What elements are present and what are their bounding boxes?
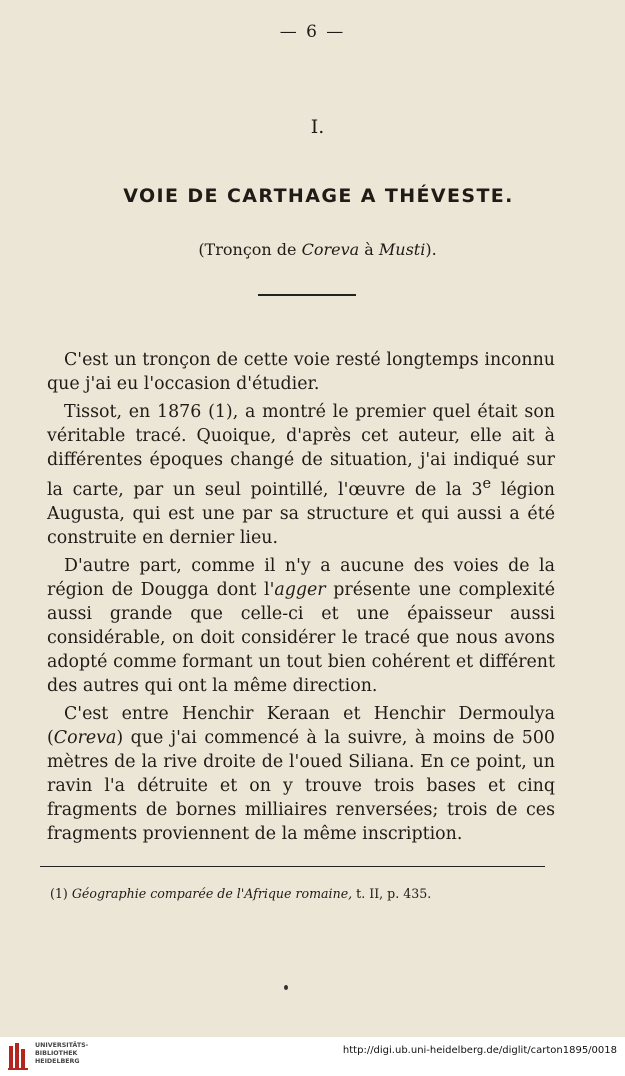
paragraph-2 [47, 400, 555, 550]
library-name-line-1: UNIVERSITÄTS- [35, 1042, 89, 1049]
footnote [50, 886, 550, 901]
paragraph-4-text-b: ) que j'ai commencé à la suivre, à moins de 500 mètres de la rive droite de l'oued Siliana. En ce point, un ravin l'a détruite et on y trouve trois bases et cinq fragments de bornes milliaires renversées; trois de ces fragments proviennent de la même inscription. [47, 727, 555, 844]
paragraph-1: C'est un tronçon de cette voie resté longtemps inconnu que j'ai eu l'occasion d'étudier. [47, 350, 555, 394]
paragraph-3 [47, 554, 555, 698]
library-name [35, 1042, 88, 1066]
subtitle-mid: à [359, 240, 379, 259]
library-footer [0, 1037, 625, 1076]
library-name-line-2: BIBLIOTHEK [35, 1050, 78, 1057]
footnote-italic-title: Géographie comparée de l'Afrique romaine, [71, 886, 353, 901]
italic-agger: agger [274, 579, 326, 600]
footnote-rest: t. II, p. 435. [352, 886, 432, 901]
subtitle-place-coreva: Coreva [301, 240, 360, 259]
title-divider [258, 294, 356, 296]
paragraph-4 [47, 702, 555, 846]
subtitle-place-musti: Musti [378, 240, 426, 259]
body-text [47, 348, 555, 846]
footnote-divider [40, 866, 545, 867]
ordinal-superscript: e [482, 476, 492, 492]
paragraph-2-text-a: Tissot, en 1876 (1), a montré le premier quel était son véritable tracé. Quoique, d'après cet auteur, elle ait à différentes époques changé de situation, j'ai indiqué sur la carte, par un seul pointillé, l'œuvre de la 3 [47, 402, 555, 500]
footnote-marker: (1) [50, 886, 68, 901]
source-url-link[interactable]: http://digi.ub.uni-heidelberg.de/diglit/carton1895/0018 [342, 1045, 617, 1056]
section-number: I. [310, 116, 325, 138]
library-logo-icon [8, 1041, 30, 1071]
ink-speck [284, 985, 288, 990]
library-name-line-3: HEIDELBERG [35, 1058, 80, 1065]
subtitle-close: ). [425, 240, 437, 259]
paragraph-3-text-a: D'autre part, comme il n'y a aucune des voies de la région de Dougga dont l' [47, 555, 555, 600]
page-title: VOIE DE CARTHAGE A THÉVESTE. [123, 185, 514, 207]
paragraph-4-text-a: C'est entre Henchir Keraan et Henchir Dermoulya ( [47, 703, 555, 748]
italic-coreva: Coreva [53, 727, 117, 748]
paragraph-2-text-b: légion Augusta, qui est une par sa structure et qui aussi a été construite en dernier lieu. [47, 479, 555, 548]
paragraph-3-text-b: présente une complexité aussi grande que celle-ci et une épaisseur aussi considérable, on doit considérer le tracé que nous avons adopté comme formant un tout bien cohérent et différent des autres qui ont la même direction. [47, 579, 556, 696]
subtitle-open: (Tronçon de [198, 240, 302, 259]
subtitle [0, 240, 625, 259]
page-number: — 6 — [279, 22, 346, 42]
